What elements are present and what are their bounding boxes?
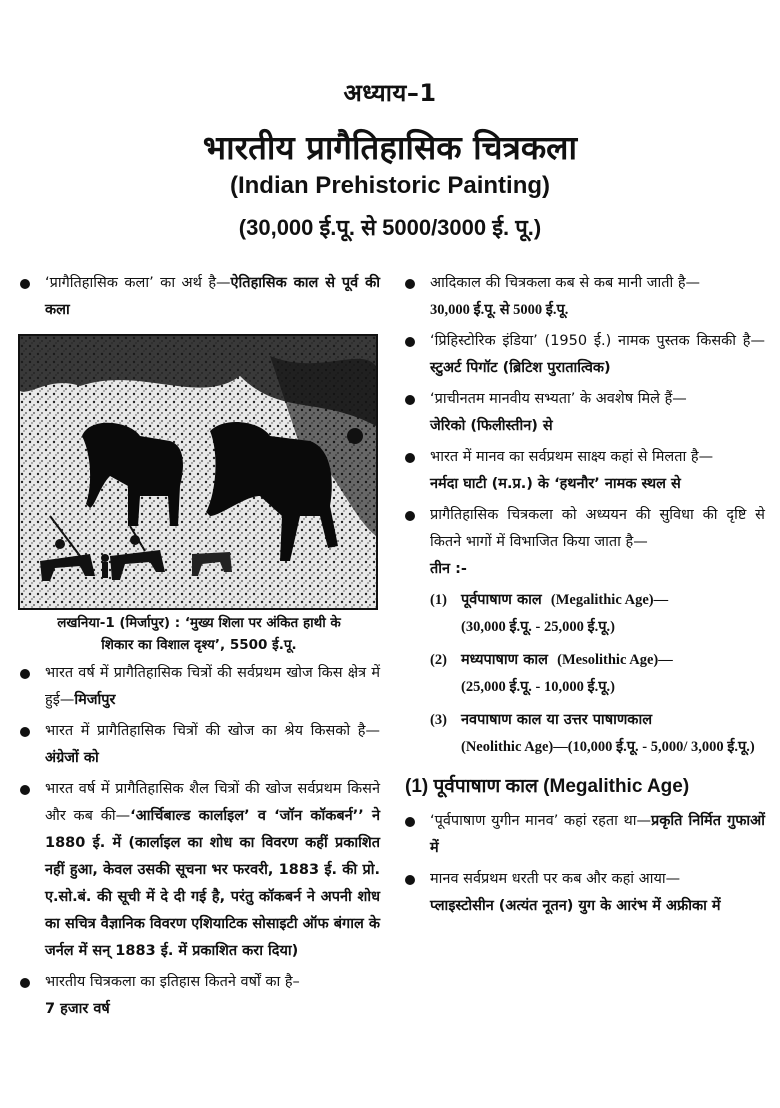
question-text: आदिकाल की चित्रकला कब से कब मानी जाती है— — [430, 275, 701, 291]
question-text: ‘प्राचीनतम मानवीय सभ्यता’ के अवशेष मिले हैं— — [430, 391, 687, 407]
answer-text: तीन :- — [430, 561, 467, 577]
left-column — [18, 270, 380, 1027]
division-english: (Megalithic Age)— — [550, 592, 669, 608]
answer-text: ‘आर्चिबाल्ड कार्लाइल’ व ‘जॉन कॉकबर्न’’ ने 1880 ई. में (कार्लाइल का शोध का विवरण कहीं प्रकाशित नहीं हुआ, केवल उसकी सूचना भर फरवरी, 1883 ई. की प्रो. ए.सो.बं. की सूची में दे दी गई है, परंतु कॉकबर्न ने अपनी शोध का सचित्र वैज्ञानिक विवरण एशियाटिक सोसाइटी ऑफ बंगाल के जर्नल में सन् 1883 ई. में प्रकाशित करा दिया) — [45, 808, 380, 959]
question-text: भारत वर्ष में प्रागैतिहासिक शैल चित्रों की खोज सर्वप्रथम किसने और कब की— — [45, 781, 380, 824]
list-item — [403, 444, 765, 498]
right-column — [403, 270, 765, 924]
question-text: मानव सर्वप्रथम धरती पर कब और कहां आया— — [430, 871, 681, 887]
list-item — [403, 270, 765, 324]
question-text: भारत में प्रागैतिहासिक चित्रों की खोज का श्रेय किसको है— — [45, 723, 380, 739]
answer-text: ऐतिहासिक काल से पूर्व की कला — [45, 275, 380, 318]
chapter-number: अध्याय–1 — [343, 79, 437, 107]
list-item — [403, 866, 765, 920]
answer-text: मिर्जापुर — [74, 692, 116, 708]
bullet-icon — [405, 817, 415, 827]
division-name: पूर्वपाषाण काल — [461, 592, 542, 608]
answer-text: 30,000 ई.पू. से 5000 ई.पू. — [430, 302, 569, 318]
bullet-icon — [405, 337, 415, 347]
list-item — [403, 502, 765, 583]
division-number: (2) — [430, 652, 447, 668]
list-item — [18, 776, 380, 965]
list-item — [18, 969, 380, 1023]
period-range: (30,000 ई.पू. से 5000/3000 ई. पू.) — [238, 215, 542, 240]
bullet-icon — [20, 785, 30, 795]
page-title: भारतीय प्रागैतिहासिक चित्रकला — [202, 128, 578, 167]
section-heading: (1) पूर्वपाषाण काल (Megalithic Age) — [405, 776, 690, 797]
division-range: (25,000 ई.पू. - 10,000 ई.पू.) — [461, 679, 615, 695]
question-text: भारतीय चित्रकला का इतिहास कितने वर्षों का है– — [45, 974, 300, 990]
answer-text: स्टुअर्ट पिगॉट (ब्रिटिश पुरातात्विक) — [430, 360, 611, 376]
answer-text: प्लाइस्टोसीन (अत्यंत नूतन) युग के आरंभ में अफ्रीका में — [430, 898, 721, 914]
bullet-icon — [20, 727, 30, 737]
question-text: प्रागैतिहासिक चित्रकला को अध्ययन की सुविधा की दृष्टि से कितने भागों में विभाजित किया जाता है— — [430, 507, 765, 550]
division-name: मध्यपाषाण काल — [461, 652, 548, 668]
answer-text: 7 हजार वर्ष — [45, 1001, 110, 1017]
division-item — [403, 647, 765, 701]
figure-caption — [18, 612, 380, 656]
list-item — [403, 808, 765, 862]
caption-line-1: लखनिया-1 (मिर्जापुर) : ‘मुख्य शिला पर अंकित हाथी के — [57, 615, 341, 631]
bullet-icon — [405, 395, 415, 405]
division-name: नवपाषाण काल या उत्तर पाषाणकाल — [461, 712, 653, 728]
bullet-icon — [20, 279, 30, 289]
division-range: (30,000 ई.पू. - 25,000 ई.पू.) — [461, 619, 615, 635]
division-number: (1) — [430, 592, 447, 608]
answer-text: नर्मदा घाटी (म.प्र.) के ‘हथनौर’ नामक स्थल से — [430, 476, 681, 492]
division-item — [403, 707, 765, 761]
division-number: (3) — [430, 712, 447, 728]
question-text: ‘प्रिहिस्टोरिक इंडिया’ (1950 ई.) नामक पुस्तक किसकी है— — [430, 333, 765, 349]
bullet-icon — [405, 453, 415, 463]
answer-text: प्रकृति निर्मित गुफाओं में — [430, 813, 765, 856]
division-item — [403, 587, 765, 641]
division-english: (Mesolithic Age)— — [557, 652, 673, 668]
list-item — [18, 270, 380, 324]
bullet-icon — [405, 511, 415, 521]
list-item — [18, 718, 380, 772]
caption-line-2: शिकार का विशाल दृश्य’, 5500 ई.पू. — [101, 637, 297, 653]
bullet-icon — [405, 279, 415, 289]
cave-painting-elephant-hunt-image — [18, 334, 378, 610]
page-subtitle-english: (Indian Prehistoric Painting) — [229, 172, 551, 199]
question-text: ‘प्रागैतिहासिक कला’ का अर्थ है— — [45, 275, 231, 291]
list-item — [403, 328, 765, 382]
bullet-icon — [20, 669, 30, 679]
question-text: भारत में मानव का सर्वप्रथम साक्ष्य कहां से मिलता है— — [430, 449, 714, 465]
bullet-icon — [405, 875, 415, 885]
question-text: भारत वर्ष में प्रागैतिहासिक चित्रों की सर्वप्रथम खोज किस क्षेत्र में हुई— — [45, 665, 380, 708]
question-text: ‘पूर्वपाषाण युगीन मानव’ कहां रहता था— — [430, 813, 652, 829]
answer-text: अंग्रेजों को — [45, 750, 99, 766]
answer-text: जेरिको (फिलीस्तीन) से — [430, 418, 553, 434]
bullet-icon — [20, 978, 30, 988]
division-english: (Neolithic Age)—(10,000 ई.पू. - 5,000/ 3,000 ई.पू.) — [461, 739, 755, 755]
list-item — [18, 660, 380, 714]
list-item — [403, 386, 765, 440]
